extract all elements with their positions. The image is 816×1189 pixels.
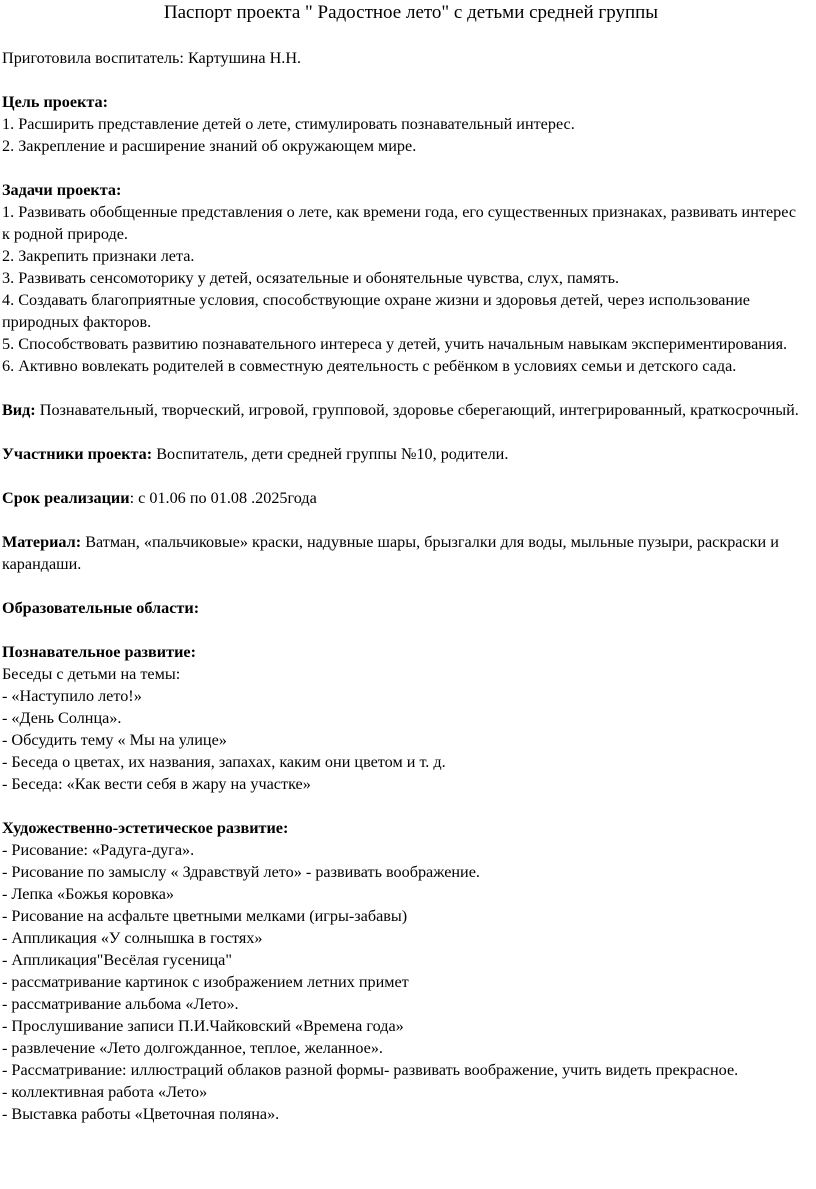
cognitive-section [2,641,806,795]
artistic-item: - Рисование: «Радуга-дуга». [2,841,195,859]
artistic-item: - Аппликация «У солнышка в гостях» [2,929,263,947]
artistic-item: - развлечение «Лето долгожданное, теплое, желанное». [2,1039,383,1057]
spacer [2,465,806,487]
author-line: Приготовила воспитатель: Картушина Н.Н. [2,49,302,67]
spacer [2,157,806,179]
spacer [2,795,806,817]
cognitive-heading: Познавательное развитие: [2,643,196,661]
spacer [2,69,806,91]
task-item: 1. Развивать обобщенные представления о лете, как времени года, его существенных признаках, развивать интерес к родной природе. [2,203,796,243]
type-paragraph [2,399,806,421]
cognitive-intro: Беседы с детьми на темы: [2,665,181,683]
cognitive-item: - Беседа: «Как вести себя в жару на участке» [2,775,311,793]
task-item: 2. Закрепить признаки лета. [2,247,195,265]
goal-heading: Цель проекта: [2,93,109,111]
type-value: Познавательный, творческий, игровой, групповой, здоровье сберегающий, интегрированный, краткосрочный. [35,401,799,419]
goal-item: 2. Закрепление и расширение знаний об окружающем мире. [2,137,417,155]
task-item: 4. Создавать благоприятные условия, способствующие охране жизни и здоровья детей, через использование природных факторов. [2,291,750,331]
cognitive-item: - «Наступило лето!» [2,687,142,705]
tasks-list [2,201,806,377]
goal-list [2,113,806,157]
areas-heading: Образовательные области: [2,599,200,617]
document-title: Паспорт проекта " Радостное лето" с детьми средней группы [163,2,659,23]
participants-value: Воспитатель, дети средней группы №10, родители. [152,445,509,463]
spacer [2,377,806,399]
artistic-item: - Рисование по замыслу « Здравствуй лето» - развивать воображение. [2,863,480,881]
cognitive-item: - Беседа о цветах, их названия, запахах, каким они цветом и т. д. [2,753,446,771]
spacer [2,575,806,597]
artistic-item: - Лепка «Божья коровка» [2,885,175,903]
participants-paragraph [2,443,806,465]
spacer [2,421,806,443]
cognitive-list [2,685,806,795]
artistic-item: - Выставка работы «Цветочная поляна». [2,1105,280,1123]
tasks-section [2,179,806,377]
term-paragraph [2,487,806,509]
task-item: 6. Активно вовлекать родителей в совместную деятельность с ребёнком в условиях семьи и детского сада. [2,357,737,375]
artistic-item: - Рассматривание: иллюстраций облаков разной формы- развивать воображение, учить видеть прекрасное. [2,1061,739,1079]
artistic-item: - Рисование на асфальте цветными мелками (игры-забавы) [2,907,408,925]
cognitive-item: - «День Солнца». [2,709,122,727]
artistic-item: - Аппликация"Весёлая гусеница" [2,951,232,969]
participants-label: Участники проекта: [2,445,153,463]
material-label: Материал: [2,533,82,551]
material-value: Ватман, «пальчиковые» краски, надувные шары, брызгалки для воды, мыльные пузыри, раскраски и карандаши. [2,533,779,573]
goal-item: 1. Расширить представление детей о лете, стимулировать познавательный интерес. [2,115,575,133]
cognitive-item: - Обсудить тему « Мы на улице» [2,731,227,749]
tasks-heading: Задачи проекта: [2,181,122,199]
spacer [2,619,806,641]
artistic-item: - рассматривание альбома «Лето». [2,995,239,1013]
task-item: 3. Развивать сенсомоторику у детей, осязательные и обонятельные чувства, слух, память. [2,269,620,287]
artistic-section [2,817,806,1125]
type-label: Вид: [2,401,36,419]
goal-section [2,91,806,157]
spacer [2,509,806,531]
artistic-heading: Художественно-эстетическое развитие: [2,819,289,837]
artistic-item: - Прослушивание записи П.И.Чайковский «Времена года» [2,1017,404,1035]
artistic-item: - рассматривание картинок с изображением летних примет [2,973,409,991]
task-item: 5. Способствовать развитию познавательного интереса у детей, учить начальным навыкам экспериментирования. [2,335,788,353]
term-value: : с 01.06 по 01.08 .2025года [129,489,317,507]
artistic-list [2,839,806,1125]
artistic-item: - коллективная работа «Лето» [2,1083,208,1101]
term-label: Срок реализации [2,489,130,507]
material-paragraph [2,531,806,575]
